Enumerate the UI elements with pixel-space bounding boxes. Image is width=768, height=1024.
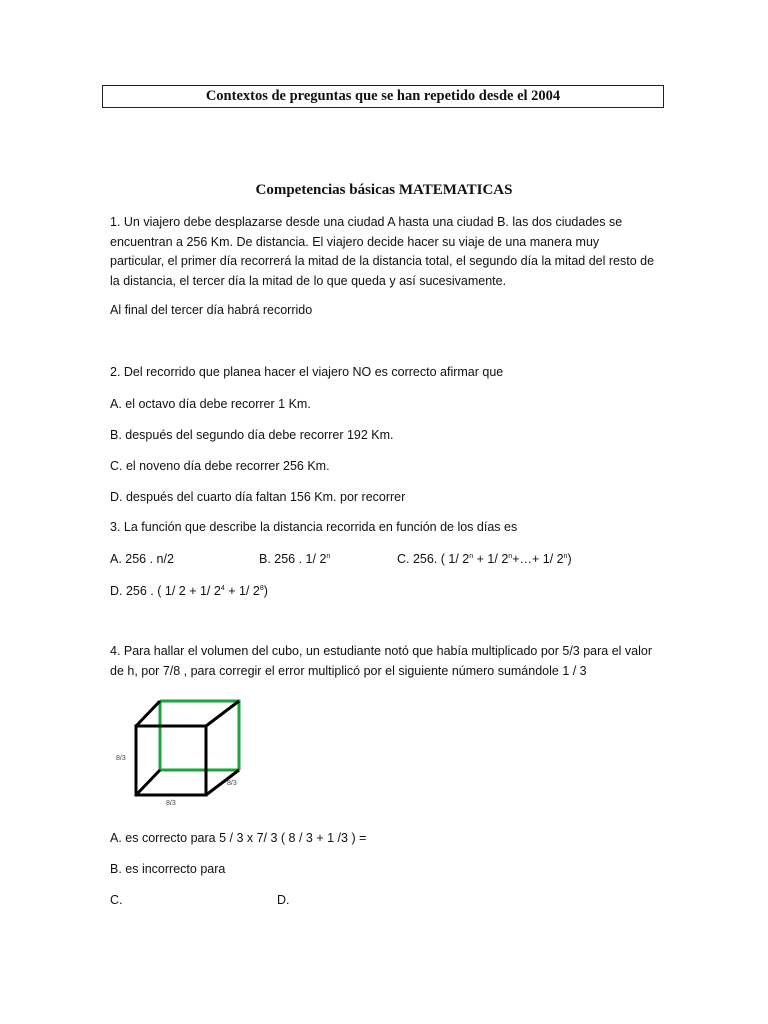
question-3-option-d: D. 256 . ( 1/ 2 + 1/ $2^4 + 1/$ $2^8$): [110, 584, 268, 598]
question-2-text: 2. Del recorrido que planea hacer el viajero NO es correcto afirmar que: [110, 365, 504, 379]
cube-edge-top-right: [206, 701, 239, 726]
question-4-option-a: A. es correcto para 5 / 3 x 7/ 3 ( 8 / 3 + 1 /3 ) =: [110, 831, 367, 845]
question-2-option-b: B. después del segundo día debe recorrer 192 Km.: [110, 428, 394, 442]
cube-label-depth: 8/3: [227, 780, 237, 787]
cube-edge-bottom-left: [136, 770, 160, 795]
header-title: Contextos de preguntas que se han repetido desde el 2004: [205, 88, 561, 104]
cube-label-height: 8/3: [116, 755, 126, 762]
question-4-option-d: D.: [277, 893, 290, 907]
question-3-text: 3. La función que describe la distancia recorrida en función de los días es: [110, 520, 518, 534]
header-title-box: [102, 85, 664, 108]
cube-label-width: 8/3: [166, 800, 176, 807]
question-2-option-d: D. después del cuarto día faltan 156 Km. por recorrer: [110, 490, 406, 504]
question-3-option-a: A. 256 . n/2: [110, 552, 174, 566]
question-1-text: 1. Un viajero debe desplazarse desde una ciudad A hasta una ciudad B. las dos ciudades se encuentran a 256 Km. De distancia. El viajero decide hacer su viaje de una manera muy particular, el primer día recorrerá la mitad de la distancia total, el segundo día la mitad del resto de la distancia, el tercer día la mitad de lo que queda y así sucesivamente.: [110, 215, 655, 288]
question-4-option-c: C.: [110, 893, 123, 907]
question-4-text: 4. Para hallar el volumen del cubo, un estudiante notó que había multiplicado por 5/3 para el valor de h, por 7/8 , para corregir el error multiplicó por el siguiente número sumándole 1 / 3: [110, 644, 653, 678]
question-4-option-b: B. es incorrecto para: [110, 862, 226, 876]
question-3-option-b: B. 256 . 1/ 2$^n$: [259, 552, 331, 566]
section-title: Competencias básicas MATEMATICAS: [255, 182, 513, 198]
question-2-option-c: C. el noveno día debe recorrer 256 Km.: [110, 459, 330, 473]
question-1-followup: Al final del tercer día habrá recorrido: [110, 303, 313, 317]
question-2-option-a: A. el octavo día debe recorrer 1 Km.: [110, 397, 311, 411]
question-3-option-c: C. 256. ( 1/ $2^n + 1/$ $2^n+\dots+ 1/$ 2$^n$): [397, 552, 572, 566]
cube-edge-top-left: [136, 701, 160, 726]
